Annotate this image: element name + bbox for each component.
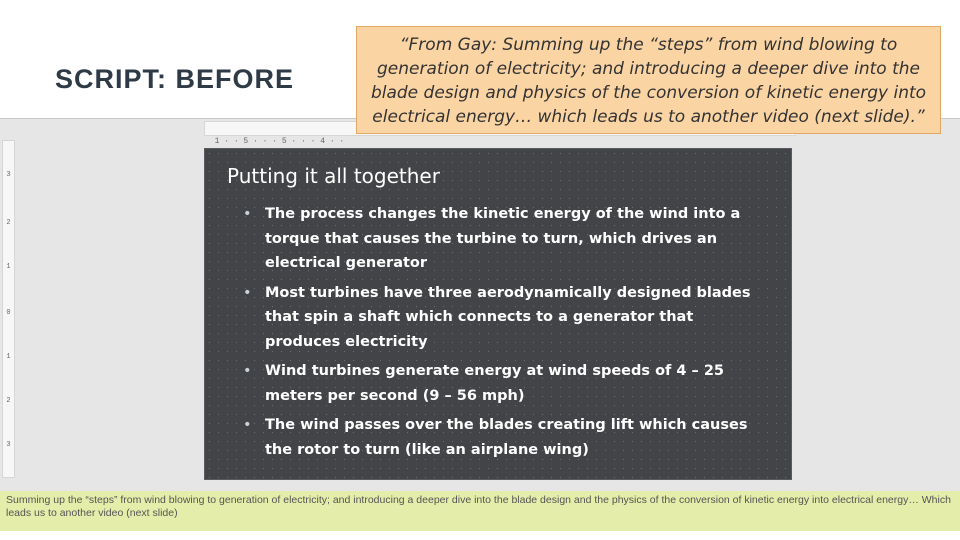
- bullet-icon: •: [243, 206, 252, 222]
- slide-title[interactable]: Putting it all together: [227, 164, 440, 188]
- vertical-ruler[interactable]: [2, 140, 15, 478]
- ruler-mark: 3: [6, 441, 11, 449]
- bullet-item[interactable]: [241, 202, 771, 276]
- quote-text: “From Gay: Summing up the “steps” from wind blowing to generation of electricity; and introducing a deeper dive into the blade design and physics of the conversion of kinetic energy into electrical energy… which leads us to another video (next slide).”: [370, 35, 927, 127]
- notes-text: Summing up the “steps” from wind blowing to generation of electricity; and introducing a deeper dive into the blade design and the physics of the conversion of kinetic energy into electrical energy… Which leads us to another video (next slide): [6, 494, 951, 519]
- bullet-item[interactable]: [241, 359, 771, 408]
- ruler-mark: 1: [6, 263, 11, 271]
- slide-canvas[interactable]: [204, 148, 792, 480]
- bullet-text: The wind passes over the blades creating lift which causes the rotor to turn (like an airplane wing): [265, 417, 748, 458]
- ruler-mark: 1: [6, 353, 11, 361]
- bullet-icon: •: [243, 284, 252, 301]
- quote-callout: [356, 26, 941, 134]
- bullet-text: The process changes the kinetic energy of the wind into a torque that causes the turbine to turn, which drives an electrical generator: [265, 206, 741, 271]
- bullet-icon: •: [243, 417, 252, 433]
- ruler-mark: 2: [6, 397, 11, 405]
- ruler-label: 1 · · 5 · · · 5 · · · 4 · ·: [214, 137, 345, 146]
- bullet-text: Wind turbines generate energy at wind speeds of 4 – 25 meters per second (9 – 56 mph): [265, 363, 724, 404]
- page-title: SCRIPT: BEFORE: [55, 64, 295, 94]
- speaker-notes[interactable]: [0, 491, 960, 531]
- bullet-icon: •: [243, 363, 252, 379]
- ruler-mark: 3: [6, 171, 11, 179]
- bullet-item[interactable]: [241, 281, 771, 355]
- ruler-mark: 0: [6, 309, 11, 317]
- ruler-mark: 2: [6, 219, 11, 227]
- bullet-text: Most turbines have three aerodynamically designed blades that spin a shaft which connects to a generator that produces electricity: [265, 284, 751, 350]
- bullet-list[interactable]: [241, 202, 771, 467]
- bullet-item[interactable]: [241, 413, 771, 462]
